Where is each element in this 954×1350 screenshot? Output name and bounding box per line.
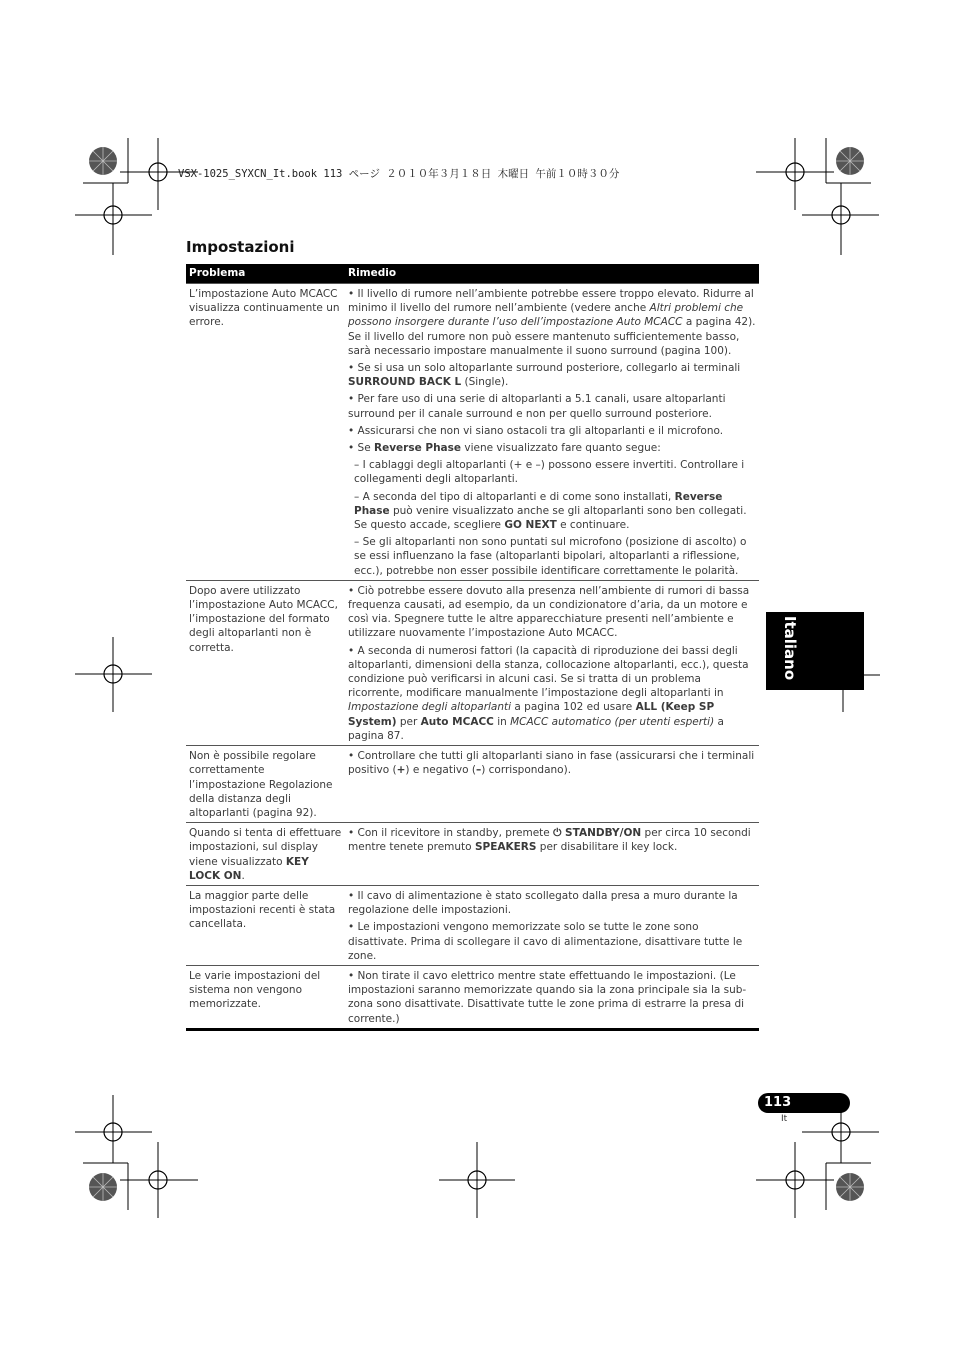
text-run: – A seconda del tipo di altoparlanti e di come sono installati, [354, 490, 675, 503]
table-body [186, 284, 759, 1030]
table-row [186, 823, 759, 886]
remedy-paragraph [348, 644, 756, 743]
remedy-cell [345, 746, 759, 823]
language-side-tab-label: Italiano [781, 615, 799, 681]
text-run: Quando si tenta di effettuare impostazioni, sul display viene visualizzato [189, 827, 342, 868]
text-run: SPEAKERS [474, 841, 537, 854]
text-run: a pagina 42). Se il livello del rumore non può essere mantenuto sufficientemente basso, sarà necessario impostare manualmente il suono surround (pagina 100). [348, 316, 756, 357]
text-run: • Con il ricevitore in standby, premete [348, 827, 554, 840]
page-language-code: It [781, 1114, 788, 1124]
text-run: • Le impostazioni vengono memorizzate solo se tutte le zone sono disattivate. Prima di scollegare il cavo di alimentazione, disattivare tutte le zone. [348, 921, 743, 962]
text-run: ) corrispondano). [481, 764, 572, 777]
text-run: in [493, 715, 511, 728]
text-run: per disabilitare il key lock. [536, 841, 678, 854]
print-file-header: VSX-1025_SYXCN_It.book 113 ページ ２０１０年３月１８日 木曜日 午前１０時３０分 [178, 168, 620, 180]
table-row [186, 965, 759, 1029]
problem-cell: Le varie impostazioni del sistema non vengono memorizzate. [186, 965, 345, 1029]
text-run: per circa 10 secondi mentre tenete premuto [348, 827, 751, 854]
text-run: Reverse Phase [354, 490, 723, 517]
table-row [186, 746, 759, 823]
text-run: e continuare. [556, 519, 630, 532]
remedy-cell [345, 580, 759, 745]
text-run: • Per fare uso di una serie di altoparlanti a 5.1 canali, usare altoparlanti surround per il canale surround e non per quello surround posteriore. [348, 393, 726, 420]
remedy-paragraph [348, 920, 756, 963]
text-run: • A seconda di numerosi fattori (la capacità di riproduzione dei bassi degli altoparlanti, dimensioni della stanza, collocazione altoparlanti, ecc.), questa condizione può verificarsi in alcuni casi. Se si tratta di un problema ricorrente, modificare manualmente l’impostazione degli altoparlanti in [348, 644, 749, 700]
text-run: Auto MCACC [420, 715, 494, 728]
text-run: . [241, 869, 245, 882]
text-run: per [396, 715, 421, 728]
text-run: KEY LOCK ON [189, 855, 309, 882]
text-run: – [475, 764, 482, 777]
text-run: (Single). [461, 376, 509, 389]
remedy-cell [345, 823, 759, 886]
text-run: Altri problemi che possono insorgere durante l’uso dell’impostazione Auto MCACC [348, 302, 744, 329]
remedy-paragraph [348, 889, 756, 917]
remedy-paragraph [348, 424, 756, 438]
table-row [186, 580, 759, 745]
remedy-paragraph [348, 361, 756, 389]
text-run: • Assicurarsi che non vi siano ostacoli tra gli altoparlanti e il microfono. [348, 424, 724, 437]
remedy-cell [345, 965, 759, 1029]
text-run: • Il cavo di alimentazione è stato scollegato dalla presa a muro durante la regolazione delle impostazioni. [348, 889, 738, 917]
text-run: a pagina 102 ed usare [511, 701, 636, 714]
remedy-cell [345, 885, 759, 965]
text-run: Reverse Phase [374, 442, 462, 455]
text-run: • Il livello di rumore nell’ambiente potrebbe essere troppo elevato. Ridurre al minimo il livello del rumore nell’ambiente (vedere anche [348, 288, 754, 315]
text-run: viene visualizzato fare quanto segue: [461, 442, 661, 455]
remedy-cell [345, 284, 759, 581]
text-run: • Ciò potrebbe essere dovuto alla presenza nell’ambiente di rumori di bassa frequenza causati, ad esempio, da un condizionatore d’aria, da un motore e così via. Spegnere tutte le altre apparecchiature presenti nell’ambiente e utilizzare nuovamente l’impostazione Auto MCACC. [348, 584, 750, 640]
column-header-problem: Problema [186, 264, 345, 284]
troubleshooting-table [186, 264, 759, 1031]
text-run: • Se si usa un solo altoparlante surround posteriore, collegarlo ai terminali [348, 362, 741, 375]
text-run: – Se gli altoparlanti non sono puntati sul microfono (posizione di ascolto) o se essi influenzano la fase (altoparlanti bipolari, altoparlanti a riflessione, ecc.), potrebbe non esser possibile identificare correttamente le polarità. [354, 536, 747, 577]
problem-cell: Non è possibile regolare correttamente l’impostazione Regolazione della distanza degli altoparlanti (pagina 92). [186, 746, 345, 823]
text-run: Impostazione degli altoparlanti [348, 701, 512, 714]
text-run: ⏻ STANDBY/ON [553, 827, 642, 840]
page-number: 113 [764, 1095, 792, 1110]
text-run: • Controllare che tutti gli altoparlanti siano in fase (assicurarsi che i terminali positivo ( [348, 750, 755, 777]
problem-cell: Dopo avere utilizzato l’impostazione Auto MCACC, l’impostazione del formato degli altoparlanti non è corretta. [186, 580, 345, 745]
remedy-paragraph [348, 441, 756, 455]
column-header-remedy: Rimedio [345, 264, 759, 284]
text-run: + [396, 764, 406, 777]
text-run: MCACC automatico (per utenti esperti) [510, 715, 715, 728]
text-run: SURROUND BACK L [348, 376, 462, 389]
table-row [186, 885, 759, 965]
remedy-paragraph [348, 826, 756, 854]
text-run: • Se [348, 442, 374, 455]
remedy-paragraph [348, 749, 756, 777]
remedy-paragraph [348, 535, 756, 578]
section-title: Impostazioni [186, 238, 295, 256]
remedy-paragraph [348, 392, 756, 420]
remedy-paragraph [348, 287, 756, 358]
text-run: può venire visualizzato anche se gli altoparlanti sono ben collegati. Se questo accade, scegliere [354, 504, 747, 532]
text-run: a pagina 87. [348, 715, 724, 742]
text-run: ) e negativo ( [405, 764, 476, 777]
table-header-row [186, 264, 759, 284]
text-run: GO NEXT [504, 519, 557, 532]
table-row [186, 284, 759, 581]
remedy-paragraph [348, 584, 756, 641]
problem-cell [186, 823, 345, 886]
text-run: – I cablaggi degli altoparlanti (+ e –) possono essere invertiti. Controllare i collegamenti degli altoparlanti. [354, 459, 745, 486]
remedy-paragraph [348, 490, 756, 533]
remedy-paragraph [348, 969, 756, 1026]
problem-cell: L’impostazione Auto MCACC visualizza continuamente un errore. [186, 284, 345, 581]
problem-cell: La maggior parte delle impostazioni recenti è stata cancellata. [186, 885, 345, 965]
text-run: ALL (Keep SP System) [348, 701, 715, 728]
text-run: • Non tirate il cavo elettrico mentre state effettuando le impostazioni. (Le impostazioni saranno memorizzate quando sia la zona principale sia la sub-zona sono disattivate. Disattivate tutte le zone prima di estrarre la presa di corrente.) [348, 969, 747, 1025]
remedy-paragraph [348, 458, 756, 486]
